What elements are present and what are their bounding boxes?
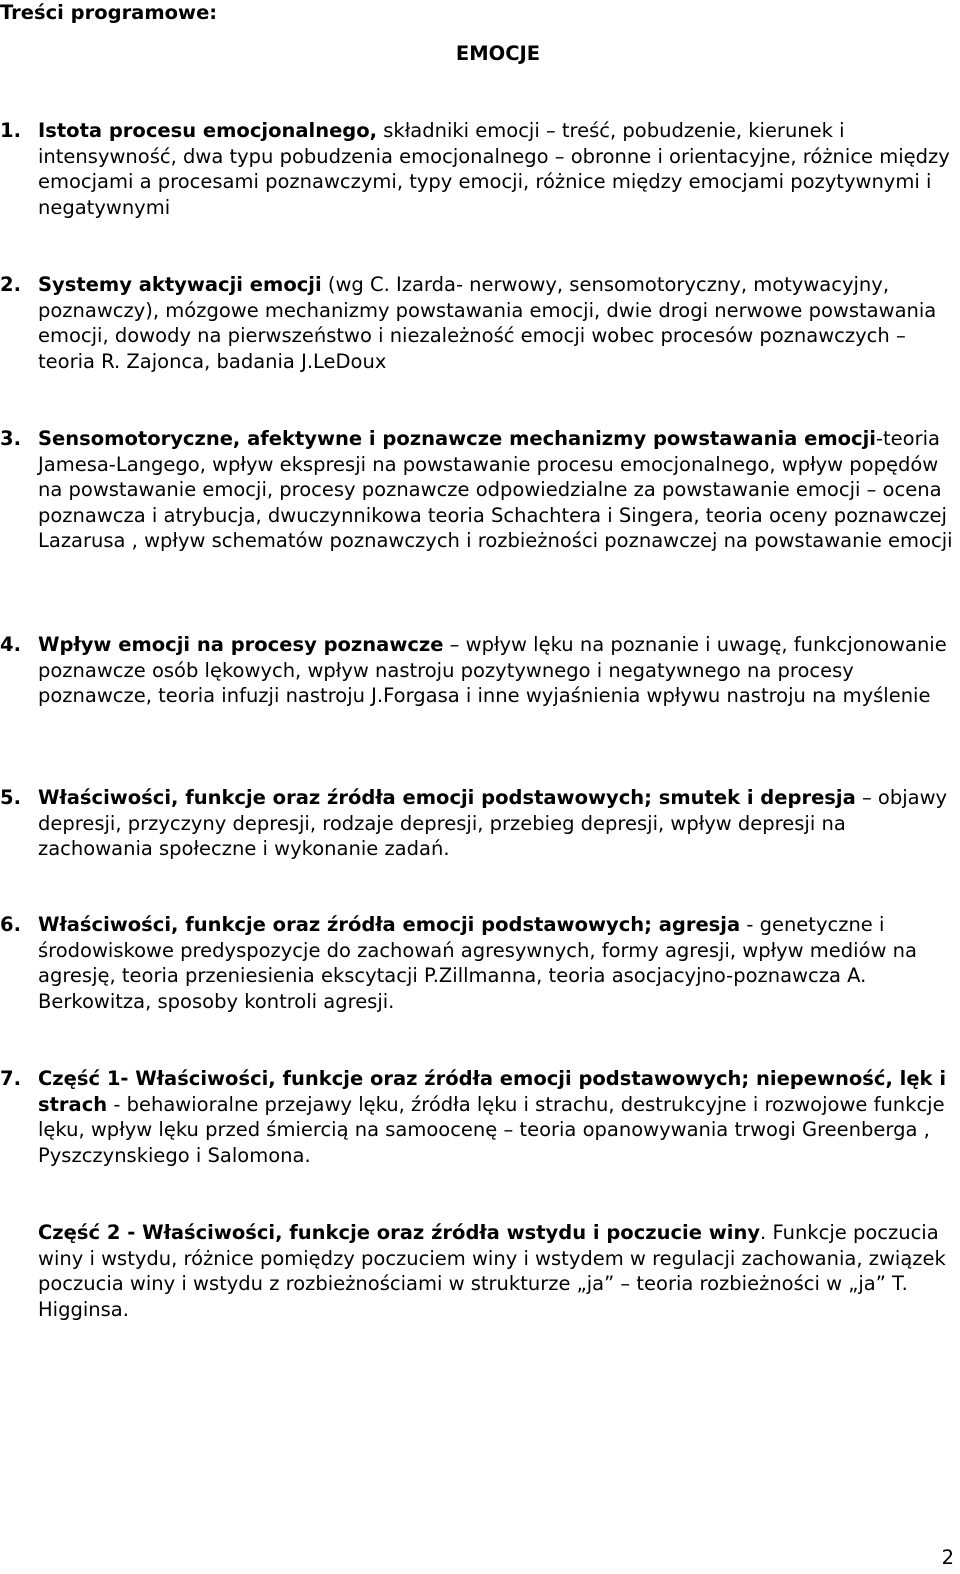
- section-body: [38, 272, 958, 374]
- section-number: 2.: [0, 273, 21, 296]
- section-4: [0, 632, 958, 709]
- section-6: [0, 912, 958, 1014]
- section-3: [0, 426, 958, 554]
- section-5: [0, 785, 958, 862]
- section-heading: Wpływ emocji na procesy poznawcze: [38, 633, 444, 656]
- section-body: [38, 426, 958, 554]
- section-text: -teoria Jamesa-Langego, wpływ ekspresji na powstawanie procesu emocjonalnego, wpływ popędów na powstawanie emocji, procesy poznawcze odpowiedzialne za powstawanie emocji – ocena poznawcza i atrybucja, dwuczynnikowa teoria Schachtera i Singera, teoria oceny poznawczej Lazarusa , wpływ schematów poznawczych i rozbieżności poznawczej na powstawanie emocji: [38, 427, 953, 553]
- section-number: 5.: [0, 786, 21, 809]
- section-body: [38, 1066, 958, 1168]
- section-heading: Właściwości, funkcje oraz źródła emocji podstawowych; agresja: [38, 913, 741, 936]
- section-heading: Systemy aktywacji emocji: [38, 273, 322, 296]
- section-body: [38, 785, 958, 862]
- section-text: – objawy depresji, przyczyny depresji, rodzaje depresji, przebieg depresji, wpływ depresji na zachowania społeczne i wykonanie zadań.: [38, 786, 948, 861]
- section-text: - genetyczne i środowiskowe predyspozycje do zachowań agresywnych, formy agresji, wpływ mediów na agresję, teoria przeniesienia ekscytacji P.Zillmanna, teoria asocjacyjno-poznawcza A. Berkowitza, sposoby kontroli agresji.: [38, 913, 917, 1013]
- section-text: składniki emocji – treść, pobudzenie, kierunek i intensywność, dwa typu pobudzenia emocjonalnego – obronne i orientacyjne, różnice między emocjami a procesami poznawczymi, typy emocji, różnice między emocjami pozytywnymi i negatywnymi: [38, 119, 950, 219]
- section-2: [0, 272, 958, 374]
- section-text: - behawioralne przejawy lęku, źródła lęku i strachu, destrukcyjne i rozwojowe funkcje lęku, wpływ lęku przed śmiercią na samoocenę – teoria opanowywania trwogi Greenberga , Pyszczynskiego i Salomona.: [38, 1092, 945, 1167]
- section-number: 7.: [0, 1067, 21, 1090]
- section-text: . Funkcje poczucia winy i wstydu, różnice pomiędzy poczuciem winy i wstydem w regulacji zachowania, związek poczucia winy i wstydu z rozbieżnościami w strukturze „ja” – teoria rozbieżności w „ja” T. Higginsa.: [38, 1221, 946, 1321]
- document-title: [0, 41, 960, 67]
- section-heading: Istota procesu emocjonalnego,: [38, 119, 378, 142]
- section-heading: Właściwości, funkcje oraz źródła emocji podstawowych; smutek i depresja: [38, 786, 856, 809]
- section-7-part-2: [0, 1220, 958, 1322]
- section-body: [38, 632, 958, 709]
- section-body: [38, 118, 958, 220]
- section-body: [38, 1220, 958, 1322]
- section-number: 4.: [0, 633, 21, 656]
- section-number: 3.: [0, 427, 21, 450]
- section-1: [0, 118, 958, 220]
- section-heading: Część 2 - Właściwości, funkcje oraz źródła wstydu i poczucie winy: [38, 1221, 761, 1244]
- section-number: 1.: [0, 119, 21, 142]
- page-number: 2: [941, 1546, 954, 1569]
- document-title-text: EMOCJE: [455, 42, 541, 65]
- section-7-part-1: [0, 1066, 958, 1168]
- section-body: [38, 912, 958, 1014]
- section-heading: Część 1- Właściwości, funkcje oraz źródła emocji podstawowych; niepewność, lęk i strach: [38, 1067, 946, 1116]
- document-header: Treści programowe:: [0, 1, 218, 24]
- section-heading: Sensomotoryczne, afektywne i poznawcze mechanizmy powstawania emocji: [38, 427, 876, 450]
- section-number: 6.: [0, 913, 21, 936]
- section-text: (wg C. Izarda- nerwowy, sensomotoryczny, motywacyjny, poznawczy), mózgowe mechanizmy powstawania emocji, dwie drogi nerwowe powstawania emocji, dowody na pierwszeństwo i niezależność emocji wobec procesów poznawczych – teoria R. Zajonca, badania J.LeDoux: [38, 273, 937, 373]
- section-text: – wpływ lęku na poznanie i uwagę, funkcjonowanie poznawcze osób lękowych, wpływ nastroju pozytywnego i negatywnego na procesy poznawcze, teoria infuzji nastroju J.Forgasa i inne wyjaśnienia wpływu nastroju na myślenie: [38, 633, 947, 708]
